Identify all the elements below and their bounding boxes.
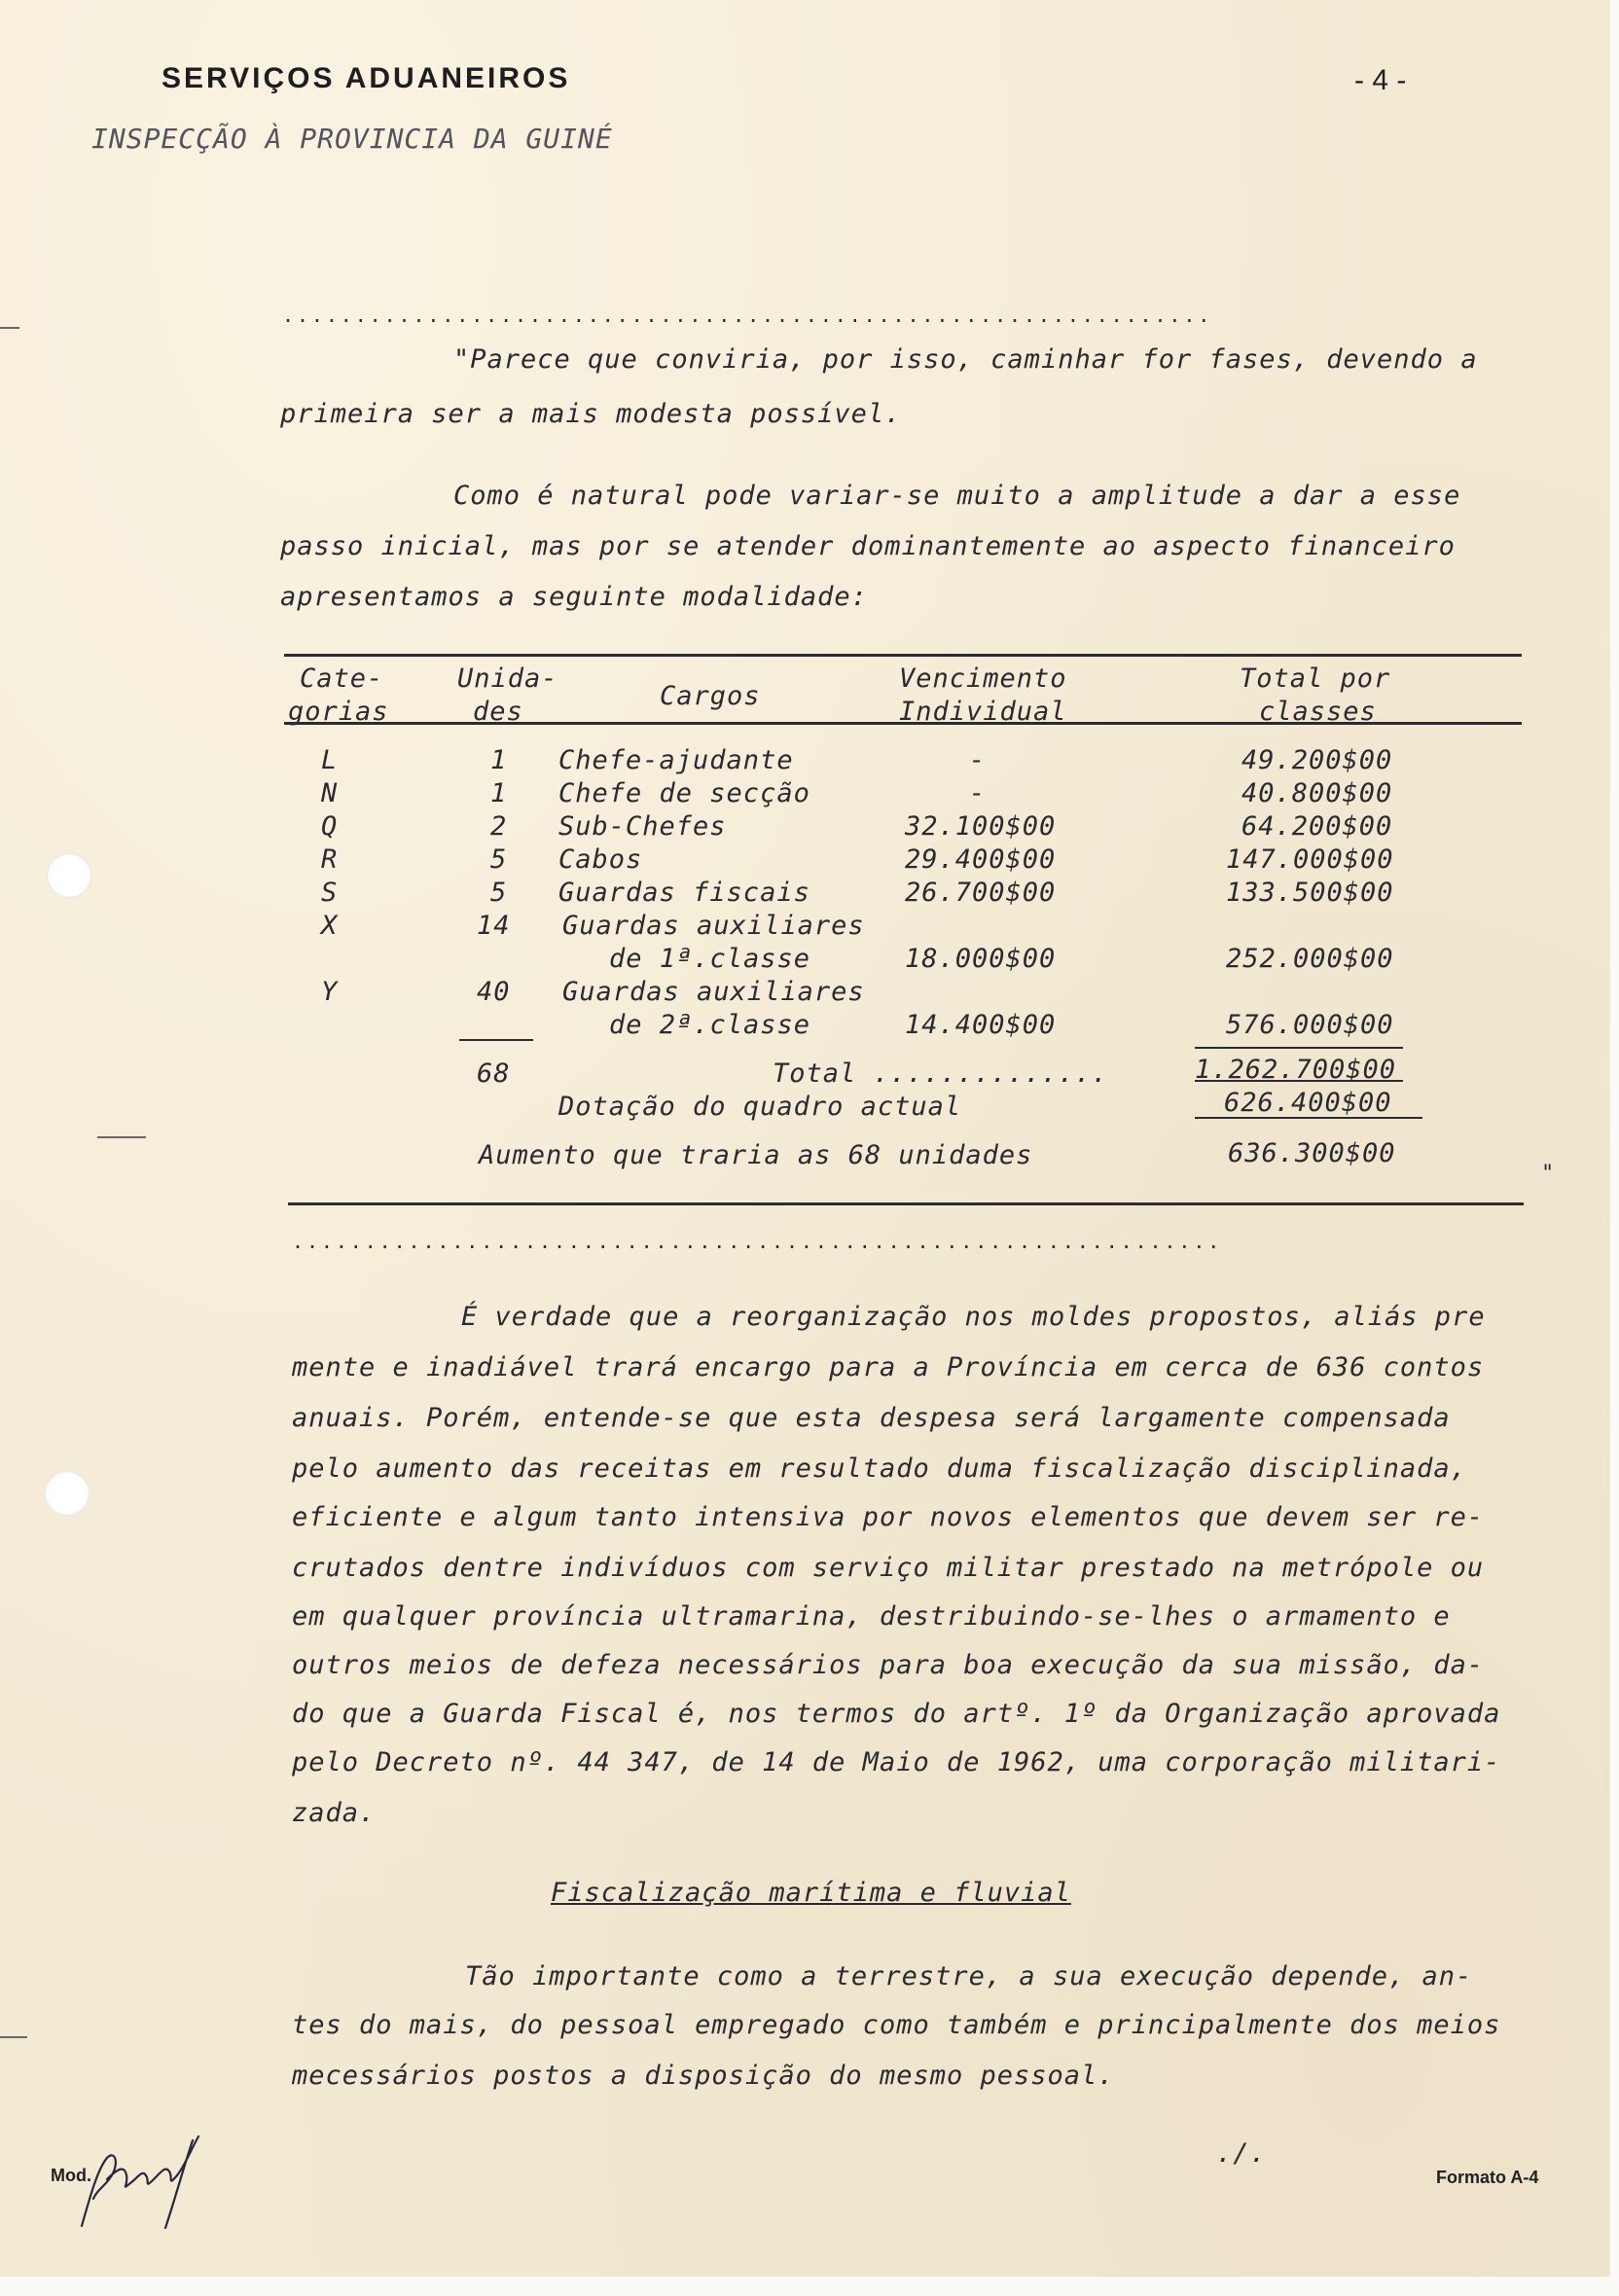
header-categorias: Cate- xyxy=(300,664,384,694)
total-sum-rule xyxy=(1195,1047,1403,1049)
cell-units: 14 xyxy=(477,911,511,941)
body-line-8: outros meios de defeza necessários para boa execução da sua missão, da- xyxy=(292,1650,1485,1680)
cell-cat: X xyxy=(321,911,339,941)
header-subtitle: INSPECÇÃO À PROVINCIA DA GUINÉ xyxy=(91,123,613,155)
body-line-6: crutados dentre indivíduos com serviço militar prestado na metrópole ou xyxy=(292,1553,1485,1583)
cell-venc: 18.000$00 xyxy=(905,944,1057,974)
cell-cat: N xyxy=(321,778,339,808)
section-line-3: mecessários postos a disposição do mesmo pessoal. xyxy=(292,2061,1115,2091)
cell-cat: L xyxy=(321,745,339,775)
signature-icon xyxy=(68,2111,214,2247)
header-vencimento-2: Individual xyxy=(899,697,1067,727)
cell-cat: R xyxy=(321,844,339,875)
header-total: Total por xyxy=(1240,664,1391,694)
cell-cargo: Chefe de secção xyxy=(558,778,810,808)
cell-cargo: Cabos xyxy=(558,844,643,875)
cell-cargo: Guardas auxiliares xyxy=(562,977,865,1007)
aumento-value: 636.300$00 xyxy=(1228,1138,1396,1168)
total-underline xyxy=(1195,1080,1403,1082)
header-unidades: Unida- xyxy=(457,664,558,694)
body-line-5: eficiente e algum tanto intensiva por novos elementos que devem ser re- xyxy=(292,1502,1485,1532)
header-total-2: classes xyxy=(1259,697,1377,727)
quote-line-1: "Parece que conviria, por isso, caminhar for fases, devendo a xyxy=(453,344,1478,375)
separator-bottom: ................................................................ xyxy=(292,1230,1223,1253)
cell-total: 576.000$00 xyxy=(1226,1010,1394,1040)
continuation-mark: ./. xyxy=(1216,2138,1267,2169)
quote-line-4: passo inicial, mas por se atender dominantemente ao aspecto financeiro xyxy=(280,531,1456,561)
units-sum-rule xyxy=(459,1039,533,1041)
quote-line-2: primeira ser a mais modesta possível. xyxy=(280,399,902,429)
body-line-3: anuais. Porém, entende-se que esta despesa será largamente compensada xyxy=(292,1403,1451,1433)
header-cargos: Cargos xyxy=(660,681,761,711)
punch-hole-bottom xyxy=(45,1471,90,1516)
cell-cargo: de 2ª.classe xyxy=(609,1010,811,1040)
punch-hole-top xyxy=(47,853,91,898)
body-line-4: pelo aumento das receitas em resultado duma fiscalização disciplinada, xyxy=(292,1453,1467,1484)
cell-venc: - xyxy=(969,745,987,775)
section-line-1: Tão importante como a terrestre, a sua execução depende, an- xyxy=(465,1961,1473,1991)
cell-venc: 26.700$00 xyxy=(905,878,1057,908)
cell-cargo: de 1ª.classe xyxy=(609,944,811,974)
cell-units: 5 xyxy=(490,844,508,875)
table-bottom-rule xyxy=(288,1202,1524,1205)
margin-mark xyxy=(0,2036,27,2038)
cell-units: 1 xyxy=(490,778,508,808)
header-categorias-2: gorias xyxy=(288,697,389,727)
cell-total: 64.200$00 xyxy=(1241,811,1393,842)
cell-total: 147.000$00 xyxy=(1226,844,1394,875)
header-title: SERVIÇOS ADUANEIROS xyxy=(162,62,571,94)
body-line-11: zada. xyxy=(292,1798,377,1828)
total-label: Total .............. xyxy=(773,1058,1109,1089)
quote-line-5: apresentamos a seguinte modalidade: xyxy=(280,582,868,612)
footer-format: Formato A-4 xyxy=(1436,2168,1539,2187)
footer-mod: Mod. xyxy=(51,2166,91,2185)
cell-units: 1 xyxy=(490,745,508,775)
cell-venc: - xyxy=(969,778,987,808)
table-top-rule xyxy=(284,654,1522,657)
cell-units: 40 xyxy=(477,977,511,1007)
dotacao-underline xyxy=(1195,1117,1422,1119)
margin-mark xyxy=(97,1136,146,1138)
cell-total: 40.800$00 xyxy=(1241,778,1393,808)
body-line-7: em qualquer província ultramarina, destribuindo-se-lhes o armamento e xyxy=(292,1601,1451,1632)
cell-total: 133.500$00 xyxy=(1226,878,1394,908)
cell-units: 2 xyxy=(490,811,508,842)
body-line-9: do que a Guarda Fiscal é, nos termos do artº. 1º da Organização aprovada xyxy=(292,1699,1501,1729)
cell-cargo: Guardas auxiliares xyxy=(562,911,865,941)
page-number: - 4 - xyxy=(1354,64,1407,96)
cell-venc: 32.100$00 xyxy=(905,811,1057,842)
cell-total: 49.200$00 xyxy=(1241,745,1393,775)
cell-cargo: Sub-Chefes xyxy=(558,811,727,842)
section-line-2: tes do mais, do pessoal empregado como também e principalmente dos meios xyxy=(292,2010,1501,2040)
cell-venc: 29.400$00 xyxy=(905,844,1057,875)
aumento-label: Aumento que traria as 68 unidades xyxy=(479,1140,1033,1170)
table-header-rule xyxy=(284,722,1522,725)
cell-cat: S xyxy=(321,878,339,908)
cell-venc: 14.400$00 xyxy=(905,1010,1057,1040)
dotacao-value: 626.400$00 xyxy=(1224,1088,1392,1118)
body-line-1: É verdade que a reorganização nos moldes propostos, aliás pre xyxy=(461,1302,1486,1332)
close-quote: " xyxy=(1541,1162,1556,1186)
separator-top: ................................................................ xyxy=(282,304,1213,327)
header-vencimento: Vencimento xyxy=(899,664,1067,694)
body-line-2: mente e inadiável trará encargo para a Província em cerca de 636 contos xyxy=(292,1352,1485,1382)
quote-line-3: Como é natural pode variar-se muito a amplitude a dar a esse xyxy=(453,481,1461,511)
total-units: 68 xyxy=(477,1058,511,1089)
cell-cat: Y xyxy=(321,977,339,1007)
cell-cargo: Chefe-ajudante xyxy=(558,745,794,775)
margin-mark xyxy=(0,327,19,329)
cell-cat: Q xyxy=(321,811,339,842)
cell-total: 252.000$00 xyxy=(1226,944,1394,974)
body-line-10: pelo Decreto nº. 44 347, de 14 de Maio de 1962, uma corporação militari- xyxy=(292,1747,1501,1777)
cell-cargo: Guardas fiscais xyxy=(558,878,810,908)
section-title: Fiscalização marítima e fluvial xyxy=(551,1878,1071,1908)
total-value: 1.262.700$00 xyxy=(1195,1055,1397,1085)
header-unidades-2: des xyxy=(473,697,523,727)
cell-units: 5 xyxy=(490,878,508,908)
dotacao-label: Dotação do quadro actual xyxy=(558,1092,962,1122)
